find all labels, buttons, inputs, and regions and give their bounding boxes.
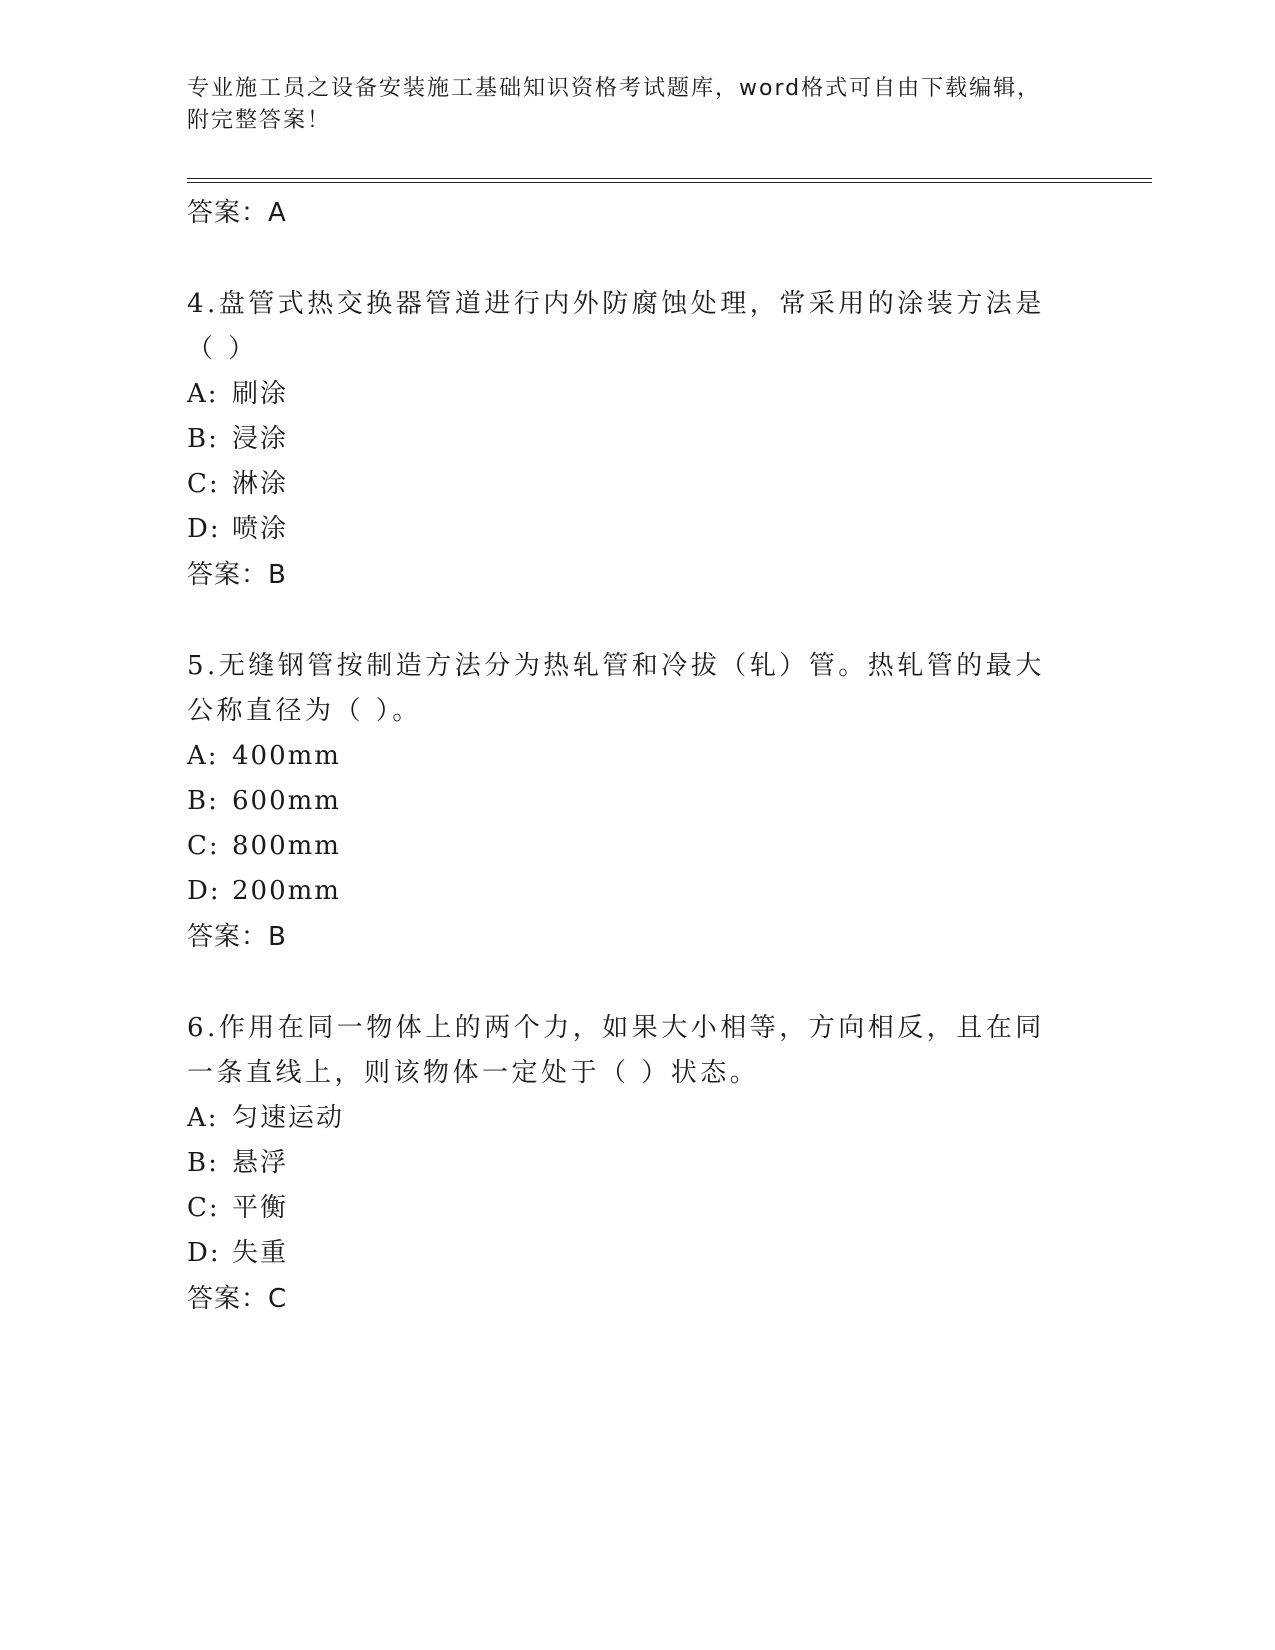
- document-header: [187, 73, 1087, 137]
- previous-answer: 答案：A: [187, 198, 287, 228]
- option-key: C:: [187, 1193, 220, 1223]
- option-key: D:: [187, 876, 221, 906]
- option-d: [187, 869, 1067, 914]
- question-text: 6.作用在同一物体上的两个力，如果大小相等，方向相反，且在同一条直线上，则该物体一定处于（ ）状态。: [187, 1013, 1045, 1088]
- header-rule-bottom: [187, 182, 1152, 183]
- option-b: [187, 779, 1067, 824]
- option-text: 失重: [232, 1238, 289, 1268]
- option-c: [187, 462, 1067, 507]
- question-text: 4.盘管式热交换器管道进行内外防腐蚀处理，常采用的涂装方法是（ ）: [187, 289, 1045, 364]
- question-block: [187, 644, 1067, 960]
- question-block: [187, 1006, 1067, 1322]
- option-key: A:: [187, 1103, 219, 1133]
- option-text: 平衡: [232, 1193, 289, 1223]
- option-d: [187, 1231, 1067, 1276]
- option-c: [187, 824, 1067, 869]
- answer-line: 答案：B: [187, 560, 287, 590]
- option-text: 刷涂: [232, 379, 289, 409]
- option-text: 400mm: [232, 741, 341, 771]
- option-a: [187, 1096, 1067, 1141]
- option-text: 600mm: [232, 786, 341, 816]
- option-text: 淋涂: [232, 469, 289, 499]
- option-text: 200mm: [232, 876, 341, 906]
- option-text: 喷涂: [232, 514, 289, 544]
- option-key: C:: [187, 831, 220, 861]
- option-text: 800mm: [232, 831, 341, 861]
- option-key: A:: [187, 379, 219, 409]
- header-rule-top: [187, 178, 1152, 179]
- option-b: [187, 1141, 1067, 1186]
- question-text: 5.无缝钢管按制造方法分为热轧管和冷拔（轧）管。热轧管的最大公称直径为（ ）。: [187, 651, 1045, 726]
- option-key: D:: [187, 514, 221, 544]
- option-text: 浸涂: [232, 424, 289, 454]
- header-line-2: 附完整答案！: [187, 108, 332, 133]
- option-d: [187, 507, 1067, 552]
- option-c: [187, 1186, 1067, 1231]
- option-key: A:: [187, 741, 219, 771]
- option-b: [187, 417, 1067, 462]
- answer-line: 答案：B: [187, 922, 287, 952]
- header-line-1: 专业施工员之设备安装施工基础知识资格考试题库，word格式可自由下载编辑，: [187, 76, 1042, 101]
- option-key: B:: [187, 1148, 219, 1178]
- question-list: [187, 190, 1067, 1322]
- option-text: 匀速运动: [232, 1103, 345, 1133]
- option-key: B:: [187, 424, 219, 454]
- option-text: 悬浮: [232, 1148, 289, 1178]
- option-a: [187, 372, 1067, 417]
- option-key: D:: [187, 1238, 221, 1268]
- option-a: [187, 734, 1067, 779]
- option-key: C:: [187, 469, 220, 499]
- answer-line: 答案：C: [187, 1284, 288, 1314]
- option-key: B:: [187, 786, 219, 816]
- question-block: [187, 282, 1067, 598]
